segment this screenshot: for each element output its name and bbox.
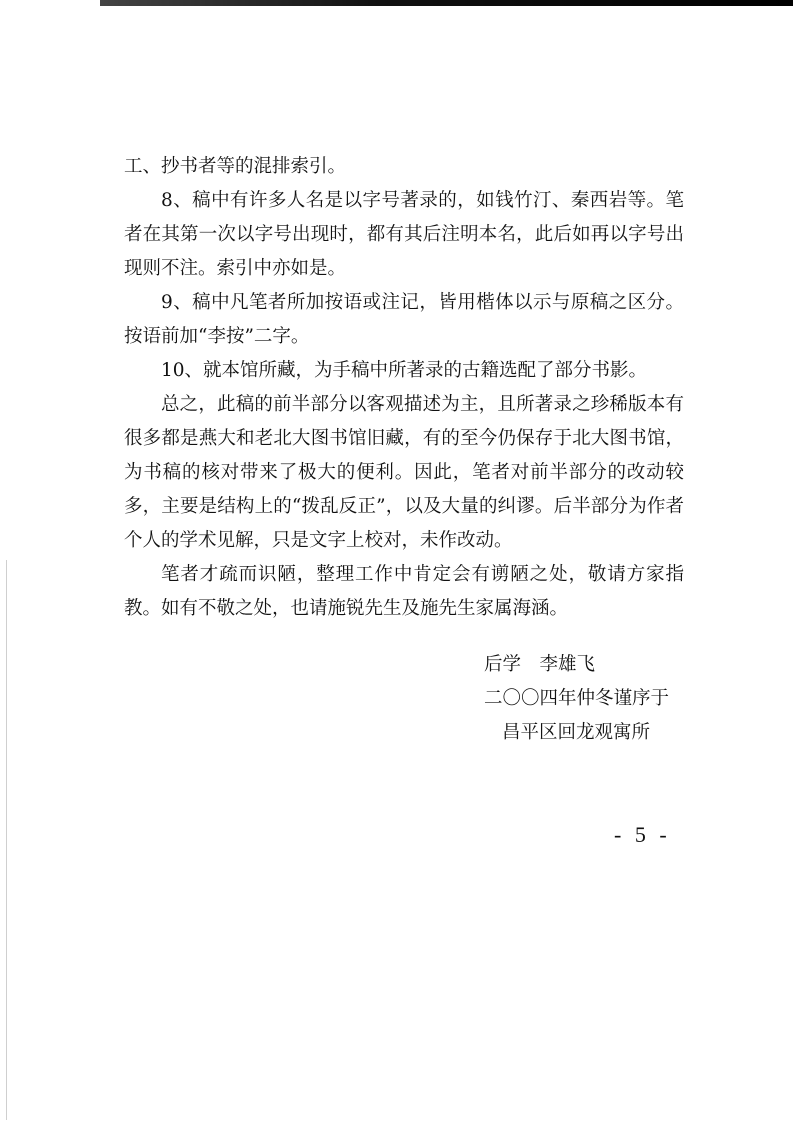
paragraph-4: 10、就本馆所藏，为手稿中所著录的古籍选配了部分书影。 (161, 360, 648, 381)
signature-place: 昌平区回龙观寓所 (502, 722, 651, 743)
paragraph-1: 工、抄书者等的混排索引。 (124, 156, 347, 177)
paragraph-3: 9、稿中凡笔者所加按语或注记，皆用楷体以示与原稿之区分。按语前加“李按”二字。 (124, 292, 684, 347)
paragraph-6: 笔者才疏而识陋，整理工作中肯定会有谫陋之处，敬请方家指教。如有不敬之处，也请施锐先生及施先生家属海涵。 (124, 564, 684, 619)
paragraph-2: 8、稿中有许多人名是以字号著录的，如钱竹汀、秦西岩等。笔者在其第一次以字号出现时，都有其后注明本名，此后如再以字号出现则不注。索引中亦如是。 (124, 190, 684, 279)
paragraph-5: 总之，此稿的前半部分以客观描述为主，且所著录之珍稀版本有很多都是燕大和老北大图书馆旧藏，有的至今仍保存于北大图书馆，为书稿的核对带来了极大的便利。因此，笔者对前半部分的改动较多，主要是结构上的“拨乱反正”，以及大量的纠谬。后半部分为作者个人的学术见解，只是文字上校对，未作改动。 (124, 394, 684, 551)
page-number: - 5 - (614, 822, 671, 847)
scan-top-edge (100, 0, 793, 6)
scan-left-edge (6, 560, 7, 1120)
signature-block (484, 648, 669, 750)
body-text (124, 150, 684, 626)
signature-date: 二〇〇四年仲冬谨序于 (484, 688, 670, 709)
signature-author: 后学 李雄飞 (484, 654, 596, 675)
